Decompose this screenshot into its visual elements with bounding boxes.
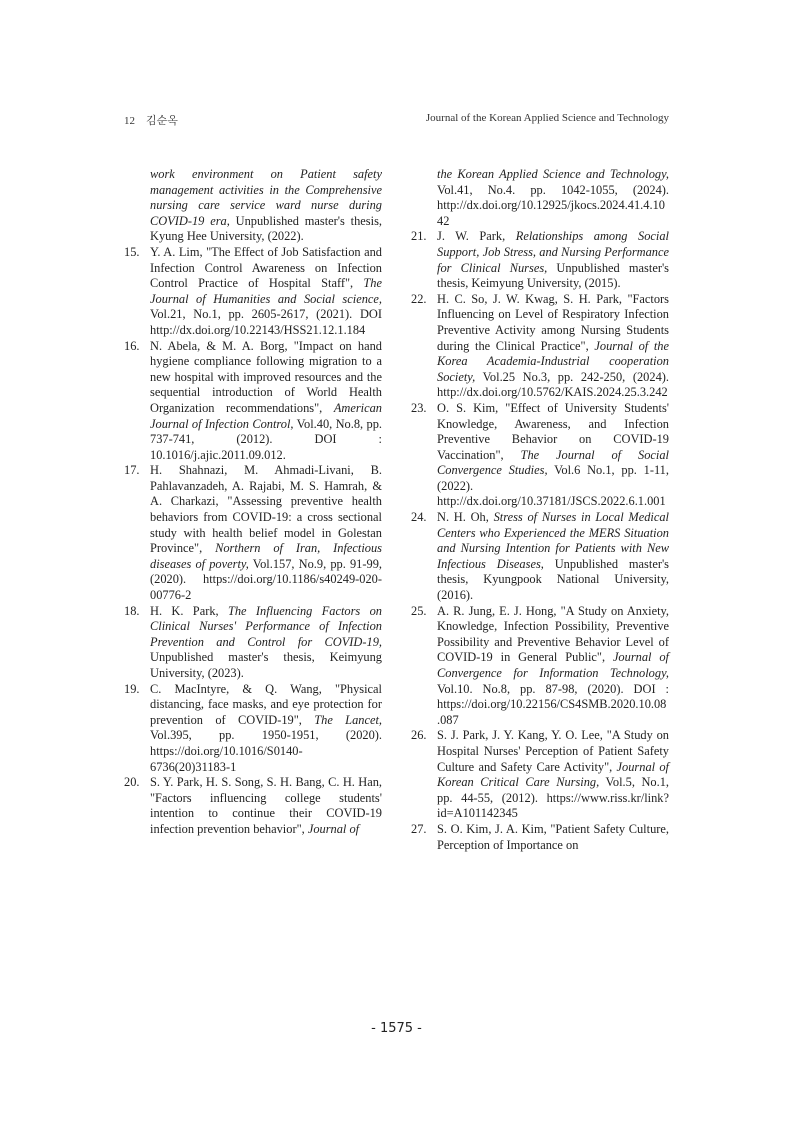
reference-item — [411, 728, 669, 822]
reference-text — [150, 245, 382, 339]
reference-item — [411, 604, 669, 729]
reference-item — [411, 401, 669, 510]
reference-title-italic: Stress of Nurses in Local Medical Centers who Experienced the MERS Situation and Nursing Intention for Patients with New Infectious Diseases, — [437, 510, 669, 571]
reference-text-segment: Vol.40, No.8, pp. 737-741, (2012). DOI : 10.1016/j.ajic.2011.09.012. — [150, 416, 382, 462]
reference-number: 20. — [124, 775, 140, 790]
reference-title-italic: Journal of the Korea Academia-Industrial cooperation Society, — [437, 338, 669, 384]
reference-text-segment: H. Shahnazi, M. Ahmadi-Livani, B. Pahlavanzadeh, A. Rajabi, M. S. Hamrah, & A. Charkazi, "Assessing preventive health behaviors from COVID-19: a cross sectional study with health belief model in Golestan Province", — [150, 463, 382, 556]
reference-text-segment: N. Abela, & M. A. Borg, "Impact on hand hygiene compliance following migration to a new hospital with improved resources and the sequential introduction of World Health Organization recommendations", — [150, 338, 382, 415]
reference-text-segment: Unpublished master's thesis, Kyungpook National University, (2016). — [437, 556, 669, 603]
reference-number: 15. — [124, 244, 140, 259]
page-number: 12 — [124, 115, 135, 127]
reference-text-segment: J. W. Park, — [437, 229, 516, 244]
reference-title-italic: The Lancet, — [314, 712, 382, 727]
right-column-references — [411, 167, 669, 853]
reference-title-italic: Journal of — [307, 821, 360, 836]
reference-text-segment: Vol.10. No.8, pp. 87-98, (2020). DOI : https://doi.org/10.22156/CS4SMB.2020.10.08.087 — [437, 681, 669, 727]
reference-text-segment: Unpublished master's thesis, Keimyung University, (2023). — [150, 650, 382, 680]
reference-number: 25. — [411, 603, 427, 618]
reference-title-italic: Northern of Iran, Infectious diseases of poverty, — [150, 541, 382, 571]
reference-title-italic: The Journal of Social Convergence Studies, — [437, 447, 669, 478]
reference-item — [124, 245, 382, 339]
reference-text — [124, 167, 382, 245]
page-footer-number: - 1575 - — [371, 1021, 422, 1036]
reference-number: 26. — [411, 728, 427, 743]
reference-number: 17. — [124, 463, 140, 478]
reference-text — [437, 292, 669, 401]
reference-text-segment: Vol.157, No.9, pp. 91-99, (2020). https://doi.org/10.1186/s40249-020-00776-2 — [150, 556, 382, 603]
reference-text-segment: C. MacIntyre, & Q. Wang, "Physical distancing, face masks, and eye protection for prevention of COVID-19", — [150, 681, 382, 727]
reference-number: 18. — [124, 603, 140, 618]
reference-item — [411, 229, 669, 291]
reference-text-segment: S. J. Park, J. Y. Kang, Y. O. Lee, "A Study on Hospital Nurses' Perception of Patient Safety Culture and Safety Care Activity", — [437, 728, 669, 774]
reference-text-segment: Unpublished master's thesis, Keimyung University, (2015). — [437, 260, 669, 291]
reference-number: 21. — [411, 229, 427, 244]
reference-text — [150, 463, 382, 603]
author-name: 김순옥 — [146, 115, 178, 127]
left-column-references — [124, 167, 382, 838]
reference-text-segment: S. O. Kim, J. A. Kim, "Patient Safety Culture, Perception of Importance on — [437, 821, 669, 852]
reference-title-italic: work environment on Patient safety management activities in the Comprehensive nursing care service ward nurse during COVID-19 era, — [150, 167, 382, 228]
reference-text-segment: Unpublished master's thesis, Kyung Hee University, (2022). — [150, 213, 382, 244]
reference-item — [411, 167, 669, 229]
journal-title: Journal of the Korean Applied Science and Technology — [425, 112, 669, 124]
reference-text-segment: S. Y. Park, H. S. Song, S. H. Bang, C. H. Han, "Factors influencing college students' intention to continue their COVID-19 infection prevention behavior", — [150, 775, 382, 836]
reference-title-italic: Relationships among Social Support, Job Stress, and Nursing Performance for Clinical Nurses, — [437, 229, 669, 275]
reference-text-segment: O. S. Kim, "Effect of University Students' Knowledge, Awareness, and Infection Preventive Behavior on COVID-19 Vaccination", — [437, 400, 669, 462]
reference-number: 22. — [411, 291, 427, 306]
reference-text-segment: Vol.395, pp. 1950-1951, (2020). https://doi.org/10.1016/S0140-6736(20)31183-1 — [150, 728, 382, 774]
reference-text — [150, 682, 382, 776]
reference-title-italic: The Influencing Factors on Clinical Nurses' Performance of Infection Prevention and Control for COVID-19, — [150, 603, 382, 649]
reference-text — [437, 401, 669, 510]
reference-title-italic: The Journal of Humanities and Social science, — [150, 276, 382, 306]
reference-text — [150, 775, 382, 837]
reference-title-italic: American Journal of Infection Control, — [150, 400, 382, 431]
reference-number: 24. — [411, 510, 427, 525]
reference-number: 23. — [411, 400, 427, 415]
reference-text — [150, 339, 382, 464]
reference-text-segment: Y. A. Lim, "The Effect of Job Satisfaction and Infection Control Awareness on Infection Control Practice of Hospital Staff", — [150, 244, 382, 291]
reference-item — [124, 682, 382, 776]
reference-text-segment: Vol.5, No.1, pp. 44-55, (2012). https://www.riss.kr/link?id=A101142345 — [437, 775, 669, 821]
reference-number: 27. — [411, 821, 427, 836]
reference-text-segment: Vol.25 No.3, pp. 242-250, (2024). http://dx.doi.org/10.5762/KAIS.2024.25.3.242 — [437, 369, 669, 400]
running-header-left — [124, 112, 178, 128]
reference-item — [411, 822, 669, 853]
reference-item — [411, 510, 669, 604]
reference-text — [437, 510, 669, 604]
reference-text-segment: A. R. Jung, E. J. Hong, "A Study on Anxiety, Knowledge, Infection Possibility, Preventive Possibility and Preventive Behavior Level of COVID-19 in General Public", — [437, 603, 669, 665]
reference-number: 16. — [124, 338, 140, 353]
reference-item — [124, 339, 382, 464]
reference-item — [124, 463, 382, 603]
reference-number: 19. — [124, 681, 140, 696]
reference-text-segment: N. H. Oh, — [437, 510, 494, 525]
reference-text — [411, 167, 669, 229]
reference-item — [124, 604, 382, 682]
reference-title-italic: Journal of Convergence for Information Technology, — [437, 650, 669, 680]
reference-text-segment: H. C. So, J. W. Kwag, S. H. Park, "Factors Influencing on Level of Respiratory Infection Preventive Activity among Nursing Students during the Clinical Practice", — [437, 291, 669, 353]
reference-text-segment: H. K. Park, — [150, 603, 228, 618]
reference-text-segment: Vol.6 No.1, pp. 1-11, (2022). http://dx.doi.org/10.37181/JSCS.2022.6.1.001 — [437, 463, 669, 509]
reference-item — [124, 167, 382, 245]
reference-title-italic: Journal of Korean Critical Care Nursing, — [437, 759, 670, 790]
reference-text — [437, 822, 669, 853]
reference-item — [411, 292, 669, 401]
reference-text — [437, 229, 669, 291]
reference-text — [150, 604, 382, 682]
reference-text-segment: Vol.21, No.1, pp. 2605-2617, (2021). DOI http://dx.doi.org/10.22143/HSS21.12.1.184 — [150, 307, 382, 337]
reference-text — [437, 604, 669, 729]
reference-text — [437, 728, 669, 822]
reference-item — [124, 775, 382, 837]
reference-text-segment: Vol.41, No.4. pp. 1042-1055, (2024). http://dx.doi.org/10.12925/jkocs.2024.41.4.1042 — [437, 182, 669, 228]
reference-title-italic: the Korean Applied Science and Technology, — [437, 167, 669, 181]
